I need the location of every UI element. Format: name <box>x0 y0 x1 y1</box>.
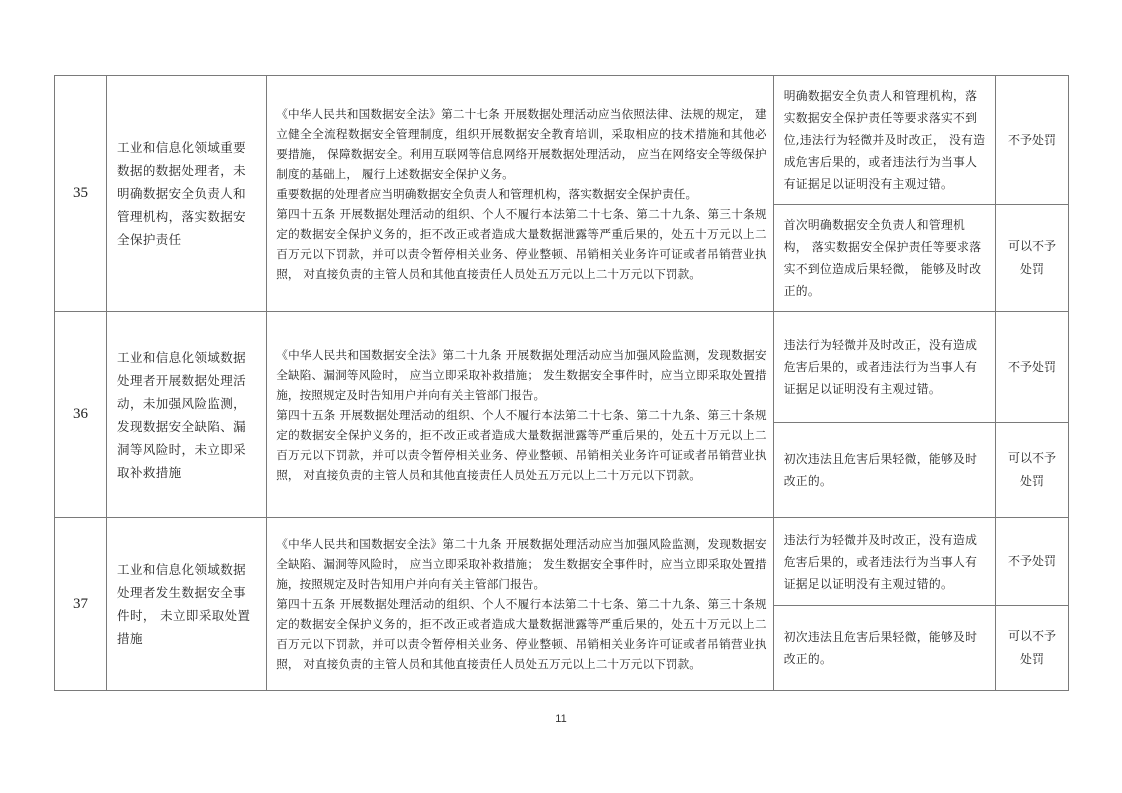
result-text: 可以不予处罚 <box>1007 451 1056 488</box>
table-row-35 <box>55 76 1069 205</box>
row-number: 37 <box>55 518 107 691</box>
result-cell <box>995 205 1068 312</box>
legal-basis-cell <box>267 518 773 691</box>
basis-paragraph: 重要数据的处理者应当明确数据安全负责人和管理机构，落实数据安全保护责任。 <box>276 186 698 201</box>
result-cell <box>995 606 1068 691</box>
basis-paragraph: 《中华人民共和国数据安全法》第二十九条 开展数据处理活动应当加强风险监测，发现数据安全缺陷、漏洞等风险时， 应当立即采取补救措施； 发生数据安全事件时，应当立即采取处置措施，按照规定及时告知用户并向有关主管部门报告。 <box>276 537 767 591</box>
case-cell <box>107 312 267 518</box>
condition-cell <box>773 312 995 423</box>
row-number: 35 <box>55 76 107 312</box>
basis-paragraph: 《中华人民共和国数据安全法》第二十九条 开展数据处理活动应当加强风险监测，发现数据安全缺陷、漏洞等风险时， 应当立即采取补救措施； 发生数据安全事件时，应当立即采取处置措施，按照规定及时告知用户并向有关主管部门报告。 <box>276 347 767 402</box>
result-text: 可以不予处罚 <box>1007 629 1056 666</box>
basis-paragraph: 第四十五条 开展数据处理活动的组织、个人不履行本法第二十七条、第二十九条、第三十条规定的数据安全保护义务的，拒不改正或者造成大量数据泄露等严重后果的，处五十万元以上二百万元以下罚款，并可以责令暂停相关业务、停业整顿、吊销相关业务许可证或者吊销营业执照， 对直接负责的主管人员和其他直接责任人员处五万元以上二十万元以下罚款。 <box>276 597 767 671</box>
condition-cell <box>773 205 995 312</box>
table-row-36 <box>55 312 1069 423</box>
condition-text: 首次明确数据安全负责人和管理机构， 落实数据安全保护责任等要求落实不到位造成后果轻微， 能够及时改正的。 <box>783 218 982 298</box>
result-cell <box>995 312 1068 423</box>
case-text: 工业和信息化领域数据处理者开展数据处理活动，未加强风险监测，发现数据安全缺陷、漏洞等风险时，未立即采取补救措施 <box>117 349 247 480</box>
basis-paragraph: 第四十五条 开展数据处理活动的组织、个人不履行本法第二十七条、第二十九条、第三十条规定的数据安全保护义务的，拒不改正或者造成大量数据泄露等严重后果的，处五十万元以上二百万元以下罚款，并可以责令暂停相关业务、停业整顿、吊销相关业务许可证或者吊销营业执照， 对直接负责的主管人员和其他直接责任人员处五万元以上二十万元以下罚款。 <box>276 407 767 482</box>
page-number: 11 <box>555 713 567 725</box>
result-text: 不予处罚 <box>1007 359 1056 374</box>
legal-basis-cell <box>267 76 773 312</box>
condition-cell <box>773 76 995 205</box>
table-row-37 <box>55 518 1069 606</box>
result-text: 不予处罚 <box>1007 132 1056 147</box>
condition-text: 违法行为轻微并及时改正，没有造成危害后果的，或者违法行为当事人有证据足以证明没有主观过错。 <box>783 338 978 396</box>
basis-paragraph: 《中华人民共和国数据安全法》第二十七条 开展数据处理活动应当依照法律、法规的规定， 建立健全全流程数据安全管理制度，组织开展数据安全教育培训，采取相应的技术措施和其他必要措施， 保障数据安全。利用互联网等信息网络开展数据处理活动， 应当在网络安全等级保护制度的基础上， 履行上述数据安全保护义务。 <box>276 106 767 181</box>
result-cell <box>995 518 1068 606</box>
row-number: 36 <box>55 312 107 518</box>
result-cell <box>995 76 1068 205</box>
condition-cell <box>773 518 995 606</box>
legal-basis-cell <box>267 312 773 518</box>
case-text: 工业和信息化领域数据处理者发生数据安全事件时， 未立即采取处置措施 <box>117 562 251 646</box>
condition-text: 明确数据安全负责人和管理机构，落实数据安全保护责任等要求落实不到位,违法行为轻微并及时改正， 没有造成危害后果的，或者违法行为当事人有证据足以证明没有主观过错。 <box>783 89 986 191</box>
case-text: 工业和信息化领域重要数据的数据处理者，未明确数据安全负责人和管理机构，落实数据安全保护责任 <box>117 140 247 247</box>
condition-text: 违法行为轻微并及时改正，没有造成危害后果的，或者违法行为当事人有证据足以证明没有主观过错的。 <box>783 532 978 591</box>
result-text: 可以不予处罚 <box>1007 239 1056 276</box>
condition-text: 初次违法且危害后果轻微，能够及时改正的。 <box>783 630 978 666</box>
case-cell <box>107 76 267 312</box>
penalty-table <box>54 75 1069 691</box>
result-cell <box>995 423 1068 518</box>
case-cell <box>107 518 267 691</box>
result-text: 不予处罚 <box>1007 554 1056 568</box>
condition-cell <box>773 606 995 691</box>
condition-text: 初次违法且危害后果轻微，能够及时改正的。 <box>783 452 978 488</box>
condition-cell <box>773 423 995 518</box>
basis-paragraph: 第四十五条 开展数据处理活动的组织、个人不履行本法第二十七条、第二十九条、第三十条规定的数据安全保护义务的，拒不改正或者造成大量数据泄露等严重后果的，处五十万元以上二百万元以下罚款，并可以责令暂停相关业务、停业整顿、吊销相关业务许可证或者吊销营业执照， 对直接负责的主管人员和其他直接责任人员处五万元以上二十万元以下罚款。 <box>276 206 767 281</box>
